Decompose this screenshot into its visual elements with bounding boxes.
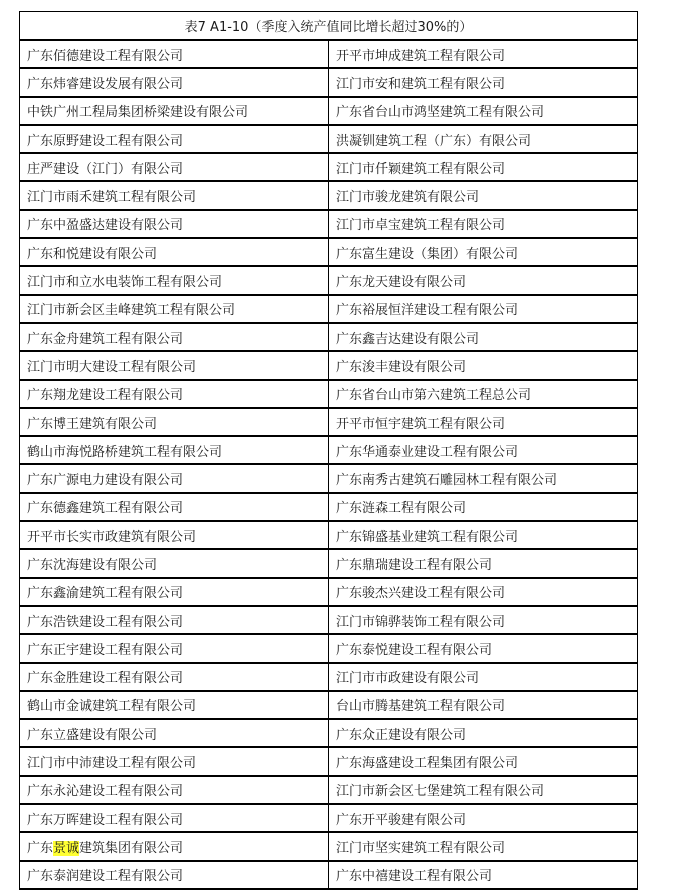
company-name-left: 广东中盈盛达建设有限公司 bbox=[20, 210, 329, 238]
company-name-right: 江门市卓宝建筑工程有限公司 bbox=[329, 210, 638, 238]
table-row bbox=[20, 210, 638, 238]
table-row bbox=[20, 436, 638, 464]
company-name-left: 广东沈海建设有限公司 bbox=[20, 549, 329, 577]
company-name-prefix: 广东 bbox=[27, 840, 54, 856]
company-name-left: 江门市雨禾建筑工程有限公司 bbox=[20, 181, 329, 209]
company-name-right: 开平市坤成建筑工程有限公司 bbox=[329, 40, 638, 68]
company-name-right: 广东华通泰业建设工程有限公司 bbox=[329, 436, 638, 464]
company-name-left: 开平市长实市政建筑有限公司 bbox=[20, 521, 329, 549]
table-row bbox=[20, 68, 638, 96]
company-name-right: 开平市恒宇建筑工程有限公司 bbox=[329, 408, 638, 436]
company-name-left bbox=[20, 832, 329, 860]
company-name-right: 广东众正建设有限公司 bbox=[329, 719, 638, 747]
company-name-left: 江门市中沛建设工程有限公司 bbox=[20, 747, 329, 775]
table-row bbox=[20, 719, 638, 747]
company-name-left: 广东佰德建设工程有限公司 bbox=[20, 40, 329, 68]
table-row bbox=[20, 266, 638, 294]
company-name-left: 广东金舟建筑工程有限公司 bbox=[20, 323, 329, 351]
company-name-right: 广东鼎瑞建设工程有限公司 bbox=[329, 549, 638, 577]
table-row bbox=[20, 380, 638, 408]
table-row bbox=[20, 493, 638, 521]
company-name-left: 江门市和立水电装饰工程有限公司 bbox=[20, 266, 329, 294]
table-row bbox=[20, 747, 638, 775]
company-name-right: 广东开平骏建有限公司 bbox=[329, 804, 638, 832]
company-name-left: 广东金胜建设工程有限公司 bbox=[20, 663, 329, 691]
table-row bbox=[20, 125, 638, 153]
company-name-left: 广东原野建设工程有限公司 bbox=[20, 125, 329, 153]
highlighted-text: 景诚 bbox=[53, 840, 80, 856]
table-row bbox=[20, 351, 638, 379]
table-row bbox=[20, 549, 638, 577]
table-title: 表7 A1-10（季度入统产值同比增长超过30%的） bbox=[20, 12, 638, 41]
table-row bbox=[20, 663, 638, 691]
table-header-row bbox=[20, 12, 638, 41]
company-name-left: 广东浩铁建设工程有限公司 bbox=[20, 606, 329, 634]
company-name-right: 广东中禧建设工程有限公司 bbox=[329, 861, 638, 889]
document-page bbox=[19, 11, 637, 890]
table-row bbox=[20, 408, 638, 436]
company-name-left: 广东博王建筑有限公司 bbox=[20, 408, 329, 436]
company-name-right: 江门市仟颖建筑工程有限公司 bbox=[329, 153, 638, 181]
company-name-left: 广东永沁建设工程有限公司 bbox=[20, 776, 329, 804]
table-row bbox=[20, 97, 638, 125]
company-name-right: 广东骏杰兴建设工程有限公司 bbox=[329, 578, 638, 606]
company-name-left: 鹤山市海悦路桥建筑工程有限公司 bbox=[20, 436, 329, 464]
table-row bbox=[20, 153, 638, 181]
company-name-left: 广东万晖建设工程有限公司 bbox=[20, 804, 329, 832]
table-row bbox=[20, 295, 638, 323]
company-name-right: 广东省台山市鸿坚建筑工程有限公司 bbox=[329, 97, 638, 125]
company-name-right: 广东海盛建设工程集团有限公司 bbox=[329, 747, 638, 775]
table-row bbox=[20, 634, 638, 662]
table-row bbox=[20, 521, 638, 549]
company-name-left: 广东泰润建设工程有限公司 bbox=[20, 861, 329, 889]
table-row bbox=[20, 832, 638, 860]
table-row bbox=[20, 181, 638, 209]
table-row bbox=[20, 578, 638, 606]
company-name-right: 洪凝钏建筑工程（广东）有限公司 bbox=[329, 125, 638, 153]
company-name-right: 江门市锦骅装饰工程有限公司 bbox=[329, 606, 638, 634]
company-name-left: 广东翔龙建设工程有限公司 bbox=[20, 380, 329, 408]
company-name-right: 江门市安和建筑工程有限公司 bbox=[329, 68, 638, 96]
company-name-right: 广东鑫吉达建设有限公司 bbox=[329, 323, 638, 351]
table-row bbox=[20, 464, 638, 492]
company-name-left: 广东立盛建设有限公司 bbox=[20, 719, 329, 747]
company-name-right: 广东龙天建设有限公司 bbox=[329, 266, 638, 294]
table-body bbox=[20, 40, 638, 889]
table-row bbox=[20, 861, 638, 889]
table-row bbox=[20, 776, 638, 804]
company-name-right: 广东涟森工程有限公司 bbox=[329, 493, 638, 521]
company-name-right: 台山市腾基建筑工程有限公司 bbox=[329, 691, 638, 719]
company-table bbox=[19, 11, 638, 890]
company-name-suffix: 建筑集团有限公司 bbox=[79, 840, 184, 856]
table-row bbox=[20, 606, 638, 634]
company-name-left: 江门市明大建设工程有限公司 bbox=[20, 351, 329, 379]
company-name-right: 广东浚丰建设有限公司 bbox=[329, 351, 638, 379]
company-name-right: 江门市市政建设有限公司 bbox=[329, 663, 638, 691]
company-name-right: 广东南秀古建筑石雕园林工程有限公司 bbox=[329, 464, 638, 492]
company-name-left: 中铁广州工程局集团桥梁建设有限公司 bbox=[20, 97, 329, 125]
company-name-left: 鹤山市金诚建筑工程有限公司 bbox=[20, 691, 329, 719]
company-name-left: 广东正宇建设工程有限公司 bbox=[20, 634, 329, 662]
table-row bbox=[20, 804, 638, 832]
company-name-left: 广东广源电力建设有限公司 bbox=[20, 464, 329, 492]
company-name-left: 江门市新会区圭峰建筑工程有限公司 bbox=[20, 295, 329, 323]
company-name-left: 广东鑫渝建筑工程有限公司 bbox=[20, 578, 329, 606]
table-row bbox=[20, 691, 638, 719]
company-name-right: 江门市坚实建筑工程有限公司 bbox=[329, 832, 638, 860]
company-name-left: 广东炜睿建设发展有限公司 bbox=[20, 68, 329, 96]
company-name-left: 庄严建设（江门）有限公司 bbox=[20, 153, 329, 181]
company-name-right: 广东富生建设（集团）有限公司 bbox=[329, 238, 638, 266]
company-name-right: 广东泰悦建设工程有限公司 bbox=[329, 634, 638, 662]
company-name-right: 广东裕展恒洋建设工程有限公司 bbox=[329, 295, 638, 323]
table-row bbox=[20, 40, 638, 68]
table-row bbox=[20, 238, 638, 266]
company-name-right: 广东省台山市第六建筑工程总公司 bbox=[329, 380, 638, 408]
company-name-right: 江门市新会区七堡建筑工程有限公司 bbox=[329, 776, 638, 804]
company-name-left: 广东和悦建设有限公司 bbox=[20, 238, 329, 266]
company-name-right: 江门市骏龙建筑有限公司 bbox=[329, 181, 638, 209]
company-name-left: 广东德鑫建筑工程有限公司 bbox=[20, 493, 329, 521]
company-name-right: 广东锦盛基业建筑工程有限公司 bbox=[329, 521, 638, 549]
table-row bbox=[20, 323, 638, 351]
